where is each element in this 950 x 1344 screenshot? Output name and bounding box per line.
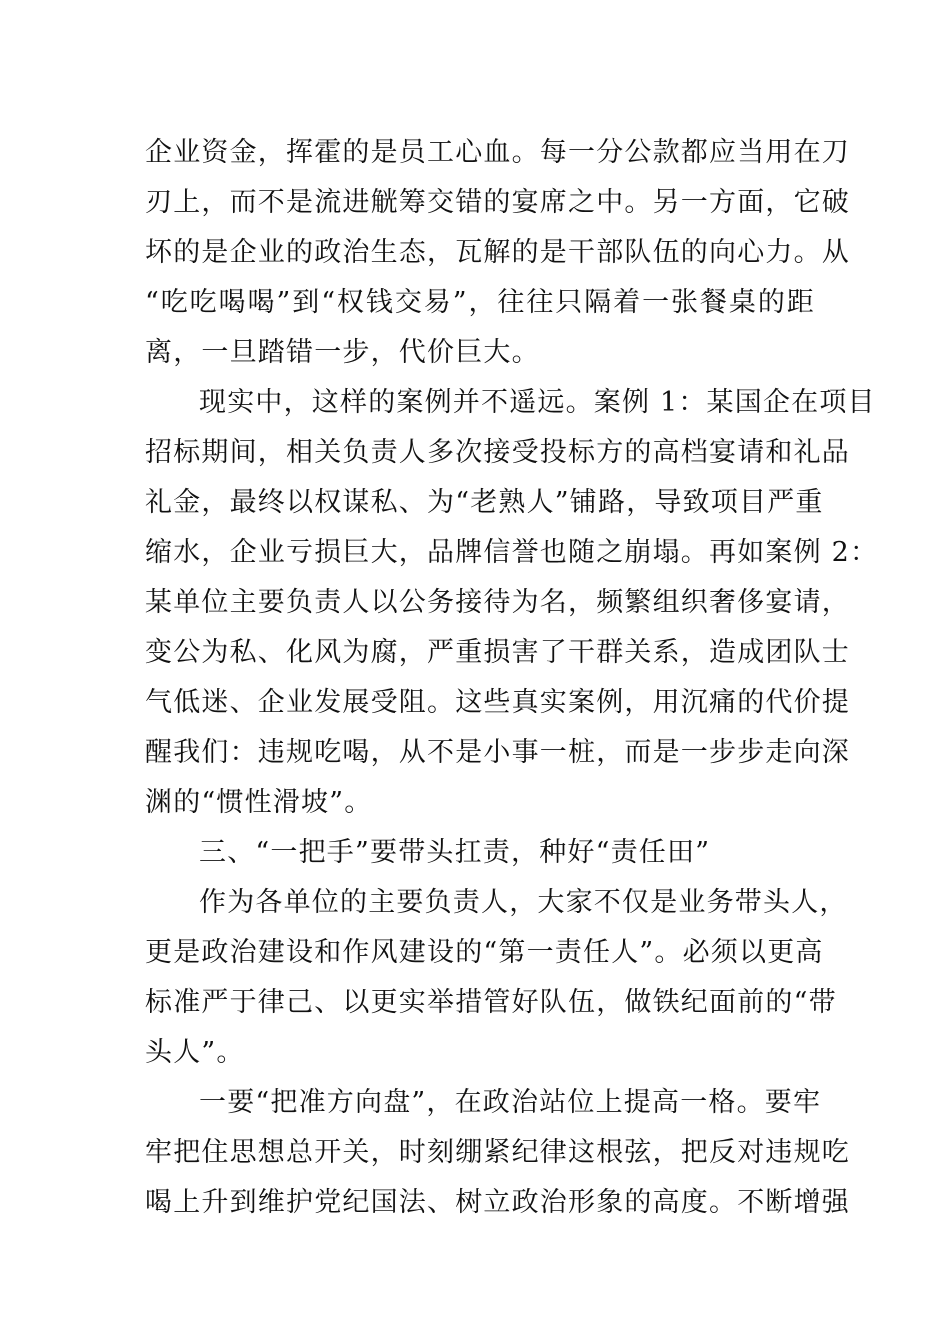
paragraph-line: 变公为私、化风为腐，严重损害了干群关系，造成团队士 (145, 637, 850, 668)
paragraph-line: 离，一旦踏错一步，代价巨大。 (145, 337, 540, 368)
paragraph-line: “吃吃喝喝”到“权钱交易”，往往只隔着一张餐桌的距 (145, 287, 815, 318)
paragraph-line: 坏的是企业的政治生态，瓦解的是干部队伍的向心力。从 (145, 237, 850, 268)
paragraph-line: 气低迷、企业发展受阻。这些真实案例，用沉痛的代价提 (145, 687, 850, 718)
paragraph-line: 醒我们：违规吃喝，从不是小事一桩，而是一步步走向深 (145, 737, 850, 768)
paragraph-line: 招标期间，相关负责人多次接受投标方的高档宴请和礼品 (145, 437, 850, 468)
paragraph-line: 礼金，最终以权谋私、为“老熟人”铺路，导致项目严重 (145, 487, 824, 518)
paragraph-line: 标准严于律己、以更实举措管好队伍，做铁纪面前的“带 (145, 987, 837, 1018)
paragraph-line: 缩水，企业亏损巨大，品牌信誉也随之崩塌。再如案例 2： (145, 537, 879, 568)
section-heading: 三、“一把手”要带头扛责，种好“责任田” (199, 837, 711, 868)
paragraph-line: 更是政治建设和作风建设的“第一责任人”。必须以更高 (145, 937, 824, 968)
paragraph-line: 一要“把准方向盘”，在政治站位上提高一格。要牢 (199, 1087, 822, 1118)
paragraph-line: 渊的“惯性滑坡”。 (145, 787, 373, 818)
paragraph-line: 头人”。 (145, 1037, 245, 1068)
paragraph-line: 现实中，这样的案例并不遥远。案例 1：某国企在项目 (199, 387, 876, 418)
paragraph-line: 某单位主要负责人以公务接待为名，频繁组织奢侈宴请， (145, 587, 850, 618)
paragraph-line: 牢把住思想总开关，时刻绷紧纪律这根弦，把反对违规吃 (145, 1137, 850, 1168)
paragraph-line: 刃上，而不是流进觥筹交错的宴席之中。另一方面，它破 (145, 187, 850, 218)
paragraph-line: 作为各单位的主要负责人，大家不仅是业务带头人， (199, 887, 848, 918)
paragraph-line: 喝上升到维护党纪国法、树立政治形象的高度。不断增强 (145, 1187, 850, 1218)
paragraph-line: 企业资金，挥霍的是员工心血。每一分公款都应当用在刀 (145, 137, 850, 168)
